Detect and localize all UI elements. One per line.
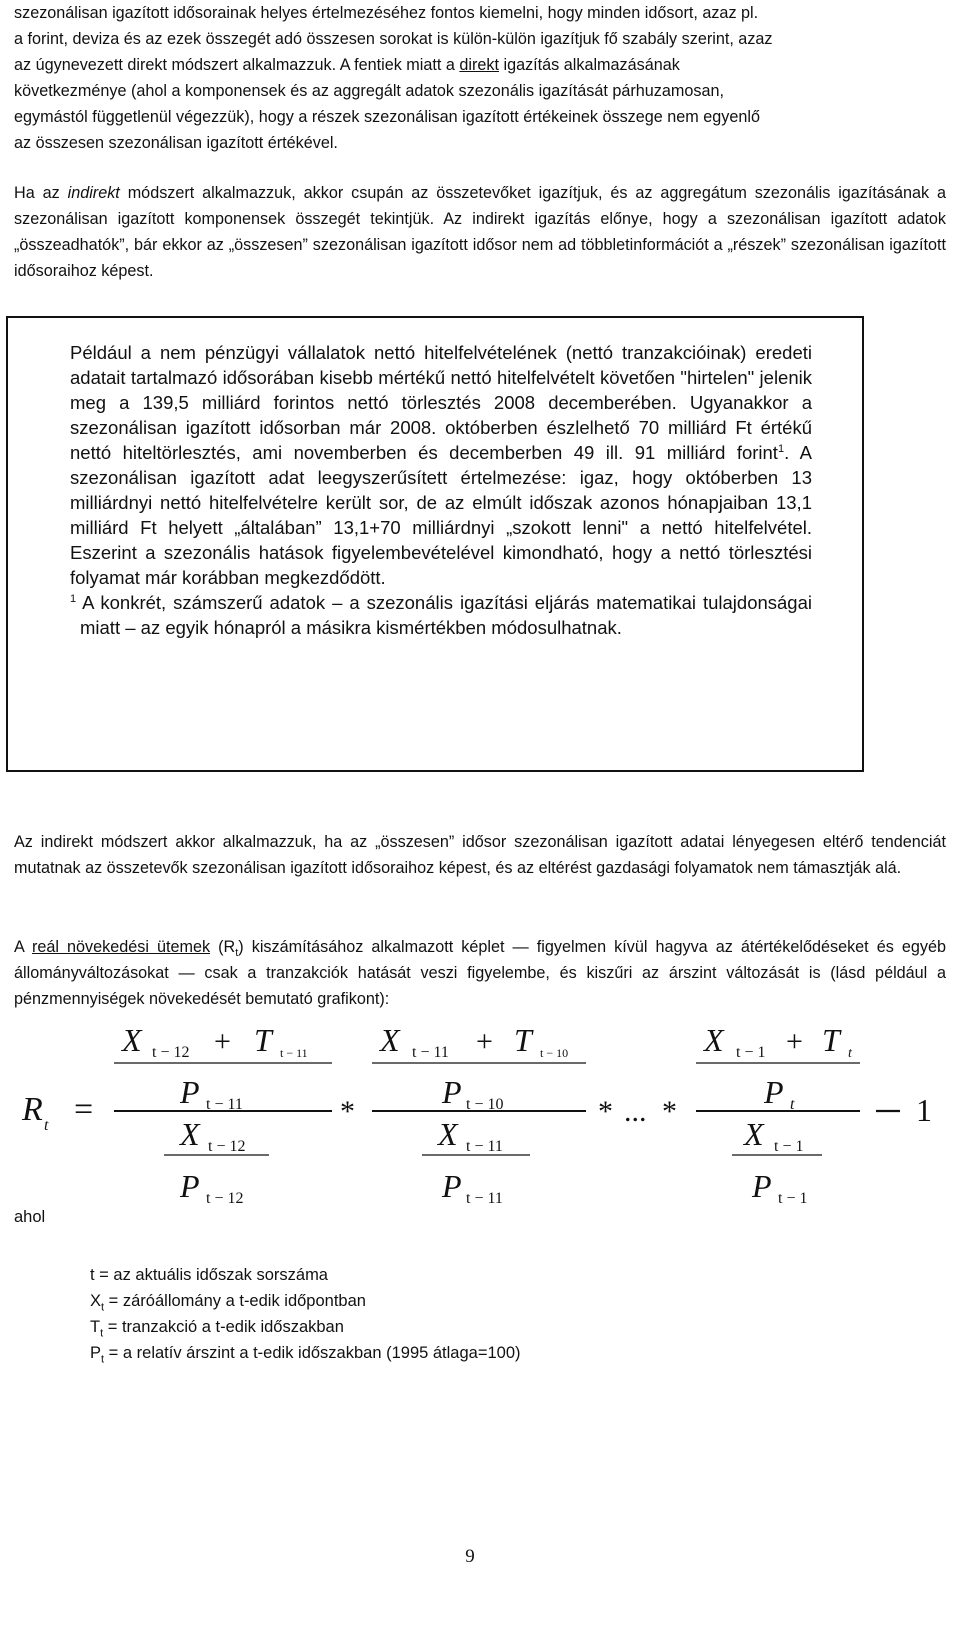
growth-rate-formula [14,1015,954,1225]
svg-text:X: X [180,1116,200,1152]
text-line: a forint, deviza és az ezek összegét adó összesen sorokat is külön-külön igazítjuk fő szabály szerint, azaz [14,30,773,48]
svg-text:P: P [442,1168,462,1204]
svg-text:t − 10: t − 10 [466,1096,504,1113]
svg-text:X: X [744,1116,764,1152]
svg-text:t: t [44,1117,49,1134]
svg-text:t: t [790,1096,795,1113]
paragraph-direct-method [14,0,946,156]
text-line: az úgynevezett direkt módszert alkalmazzuk. A fentiek miatt a direkt igazítás alkalmazásának [14,56,680,74]
svg-text:P: P [442,1074,462,1110]
paragraph-indirect-usage: Az indirekt módszert akkor alkalmazzuk, ha az „összesen” idősor szezonálisan igazított adatai lényegesen eltérő tendenciát mutatnak az összetevők szezonálisan igazított idősoraihoz képest, és az eltérést gazdasági folyamatok nem támasztják alá. [14,833,946,877]
text-line: az összesen szezonálisan igazított értékével. [14,134,338,152]
svg-text:P: P [764,1074,784,1110]
variable-definitions [90,1262,521,1366]
page-number: 9 [465,1546,475,1567]
definition-t-transaction: $T_t$ = tranzakció a t-edik időszakban [90,1318,344,1340]
svg-text:+: + [786,1025,803,1058]
text-line: egymástól függetlenül végezzük), hogy a részek szezonálisan igazított értékeinek összege nem egyenlő [14,108,760,126]
definition-p: $P_t = a$ relatív árszint a t-edik időszakban (1995 átlaga=100) [90,1344,521,1366]
svg-text:*: * [340,1095,355,1128]
svg-text:*: * [662,1095,677,1128]
svg-text:X: X [438,1116,458,1152]
svg-text:*: * [598,1095,613,1128]
svg-text:P: P [180,1168,200,1204]
example-box-text [70,340,812,640]
indirekt-term: indirekt [67,184,120,202]
ahol-label: ahol [14,1208,46,1226]
svg-text:t − 10: t − 10 [540,1046,569,1060]
svg-text:t − 11: t − 11 [412,1044,449,1061]
svg-text:t − 11: t − 11 [466,1138,503,1155]
svg-text:1: 1 [916,1092,932,1128]
svg-text:t − 12: t − 12 [152,1044,190,1061]
svg-text:P: P [752,1168,772,1204]
svg-text:T: T [254,1022,272,1058]
paragraph-growth-rate: A reál növekedési ütemek $(R_t)$ kiszámításához alkalmazott képlet — figyelmen kívül hagyva az átértékelődéseket és egyéb állományváltozásokat — csak a tranzakciók hatását veszi figyelembe, és kiszűri az árszint változását is (lásd például a pénzmennyiségek növekedését bemutató grafikont): [14,938,946,1008]
text-line: szezonálisan igazított idősorainak helyes értelmezéséhez fontos kiemelni, hogy minden idősort, azaz pl. [14,4,759,22]
svg-text:+: + [476,1025,493,1058]
svg-text:T: T [514,1022,532,1058]
svg-text:t − 1: t − 1 [736,1044,766,1061]
svg-text:X: X [704,1022,724,1058]
svg-text:P: P [180,1074,200,1110]
svg-text:X: X [122,1022,142,1058]
svg-text:t: t [848,1046,852,1061]
svg-text:t − 1: t − 1 [778,1190,808,1207]
svg-text:t − 11: t − 11 [206,1096,243,1113]
example-paragraph: Például a nem pénzügyi vállalatok nettó hitelfelvételének (nettó tranzakcióinak) eredeti adatait tartalmazó idősorában kisebb mértékű nettó hitelfelvételt követően "hirtelen" jelenik meg a 139,5 milliárd forintos nettó törlesztés 2008 decemberében. Ugyanakkor a szezonálisan igazított idősorban már 2008. októberben észlelhető 70 milliárd Ft értékű nettó hiteltörlesztés, ami novemberben és decemberben 49 ill. 91 milliárd forint$^1$. A szezonálisan igazított adat leegyszerűsített értelmezése: igaz, hogy októberben 13 milliárdnyi nettó hitelfelvételre került sor, de az elmúlt időszak azonos hónapjaiban 13,1 milliárd Ft helyett „általában” 13,1+70 milliárdnyi „szokott lenni" a nettó hitelfelvétel. Eszerint a szezonális hatások figyelembevételével kimondható, hogy a nettó törlesztési folyamat már korábban megkezdődött. [70,342,813,588]
svg-text:T: T [822,1022,840,1058]
svg-text:t − 12: t − 12 [206,1190,244,1207]
svg-text:t − 11: t − 11 [280,1046,308,1060]
footnote-ref: 1 [777,442,785,455]
text-line: következménye (ahol a komponensek és az aggregált adatok szezonális igazítását párhuzamosan, [14,82,724,100]
svg-text:...: ... [624,1095,647,1128]
footnote: $^1$ A konkrét, számszerű adatok – a szezonális igazítási eljárás matematikai tulajdonságai miatt – az egyik hónapról a másikra kismértékben módosulhatnak. [70,592,812,638]
svg-text:t − 1: t − 1 [774,1138,804,1155]
formula-R: R [22,1091,43,1128]
paragraph-indirect-method: Ha az indirekt módszert alkalmazzuk, akkor csupán az összetevőket igazítjuk, és az aggregátum szezonális igazításának a szezonálisan igazított komponensek összegét tekintjük. Az indirekt igazítás előnye, hogy a szezonálisan igazított adatok „összeadhatók”, bár ekkor az „összesen” szezonálisan igazított idősor nem ad többletinformációt a „részek” szezonálisan igazított idősoraihoz képest. [14,184,946,280]
svg-text:=: = [74,1091,94,1128]
direkt-term: direkt [459,56,499,74]
svg-text:t − 12: t − 12 [208,1138,246,1155]
svg-text:X: X [380,1022,400,1058]
definition-t: t = az aktuális időszak sorszáma [90,1266,328,1284]
svg-text:+: + [214,1025,231,1058]
growth-rate-link[interactable]: reál növekedési ütemek [31,938,211,956]
svg-text:t − 11: t − 11 [466,1190,503,1207]
definition-x: $X_t$ = záróállomány a t-edik időpontban [90,1292,366,1314]
